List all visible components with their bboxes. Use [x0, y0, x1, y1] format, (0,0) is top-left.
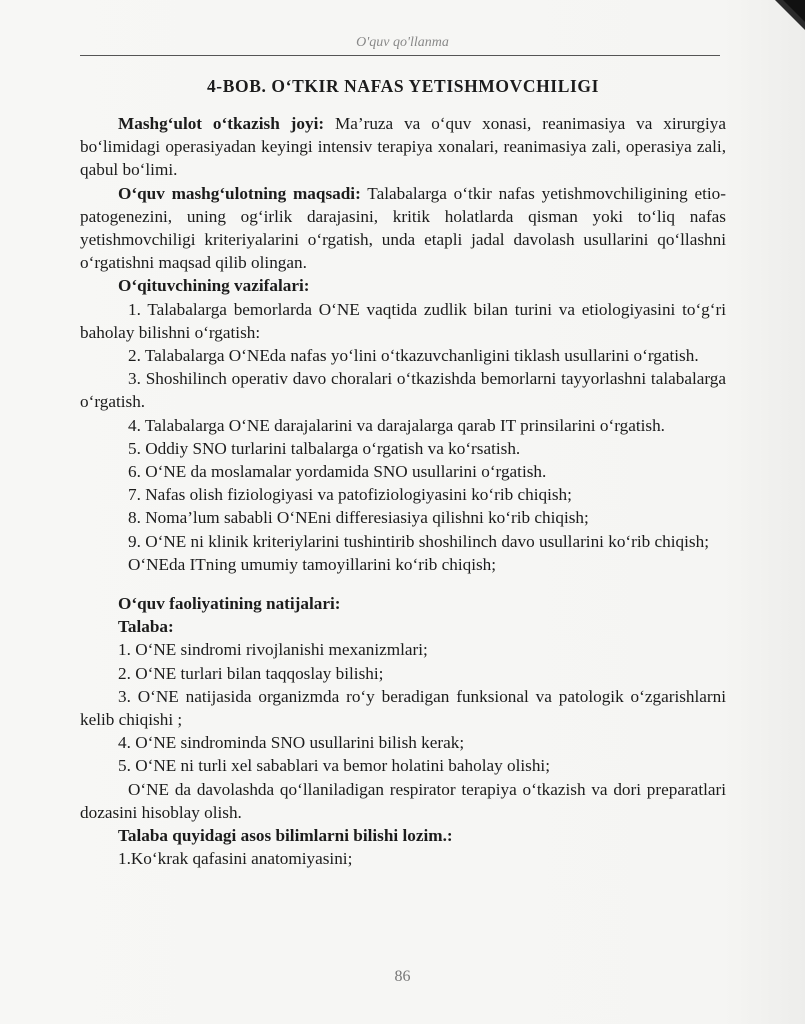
list-item: 2. O‘NE turlari bilan taqqoslay bilishi;: [118, 663, 384, 683]
venue-paragraph: [80, 112, 726, 182]
list-item: 4. Talabalarga O‘NE darajalarini va darajalarga qarab IT prinsilarini o‘rgatish.: [128, 415, 665, 435]
list-item: 8. Noma’lum sababli O‘NEni differesiasiya qilishni ko‘rib chiqish;: [128, 508, 589, 528]
chapter-title: 4-BOB. O‘TKIR NAFAS YETISHMOVCHILIGI: [206, 76, 600, 96]
list-item: 1. Talabalarga bemorlarda O‘NE vaqtida zudlik bilan turini va etiologiyasini to‘g‘ri baholay bilishni o‘rgatish:: [80, 299, 726, 342]
list-item: 3. Shoshilinch operativ davo choralari o‘tkazishda bemorlarni tayyorlashni talabalarga o‘rgatish.: [80, 369, 726, 412]
page-number: 86: [394, 968, 411, 985]
knowledge-heading: Talaba quyidagi asos bilimlarni bilishi lozim.:: [118, 826, 453, 846]
goal-label: O‘quv mashg‘ulotning maqsadi:: [118, 183, 361, 203]
list-item: 9. O‘NE ni klinik kriteriylarini tushintirib shoshilinch davo usullarini ko‘rib chiqish;: [128, 531, 709, 551]
list-item: 6. O‘NE da moslamalar yordamida SNO usullarini o‘rgatish.: [128, 462, 547, 482]
teacher-tasks-heading: O‘qituvchining vazifalari:: [118, 276, 310, 296]
goal-text: Talabalarga o‘tkir nafas yetishmovchiligining etio-patogenezini, uning og‘irlik darajasini, kritik holatlarda qisman yoki to‘liq nafas yetishmovchiligi kriteriyalarini o‘rgatish, unda etapli jadal davolash usullarini qo‘llashni o‘rgatishni maqsad qilib olingan.: [80, 183, 727, 273]
header-rule: [80, 55, 720, 56]
list-item: 5. Oddiy SNO turlarini talbalarga o‘rgatish va ko‘rsatish.: [128, 438, 521, 458]
list-item: 4. O‘NE sindrominda SNO usullarini bilish kerak;: [118, 733, 465, 753]
list-item: O‘NE da davolashda qo‘llaniladigan respirator terapiya o‘tkazish va dori preparatlari dozasini hisoblay olish.: [80, 779, 726, 822]
page-content: [80, 74, 726, 871]
list-item: O‘NEda ITning umumiy tamoyillarini ko‘rib chiqish;: [128, 554, 497, 574]
running-header: O'quv qo'llanma: [356, 35, 449, 50]
page-corner-fold: [765, 0, 805, 40]
venue-label: Mashg‘ulot o‘tkazish joyi:: [118, 114, 325, 133]
results-heading: O‘quv faoliyatining natijalari:: [118, 594, 341, 614]
list-item: 7. Nafas olish fiziologiyasi va patofiziologiyasini ko‘rib chiqish;: [128, 485, 572, 505]
list-item: 5. O‘NE ni turli xel sabablari va bemor holatini baholay olishi;: [118, 756, 550, 776]
list-item: 1. O‘NE sindromi rivojlanishi mexanizmlari;: [118, 640, 428, 660]
list-item: 1.Ko‘krak qafasini anatomiyasini;: [118, 849, 353, 869]
list-item: 3. O‘NE natijasida organizmda ro‘y beradigan funksional va patologik o‘zgarishlarni kelib chiqishi ;: [80, 686, 726, 730]
goal-paragraph: [80, 182, 726, 275]
venue-text: Ma’ruza va o‘quv xonasi, reanimasiya va xirurgiya bo‘limidagi operasiyadan keyingi intensiv terapiya xonalari, reanimasiya zali, operasiya zali, qabul bo‘limi.: [80, 114, 726, 180]
list-item: 2. Talabalarga O‘NEda nafas yo‘lini o‘tkazuvchanligini tiklash usullarini o‘rgatish.: [128, 346, 699, 366]
results-subheading: Talaba:: [118, 617, 174, 637]
